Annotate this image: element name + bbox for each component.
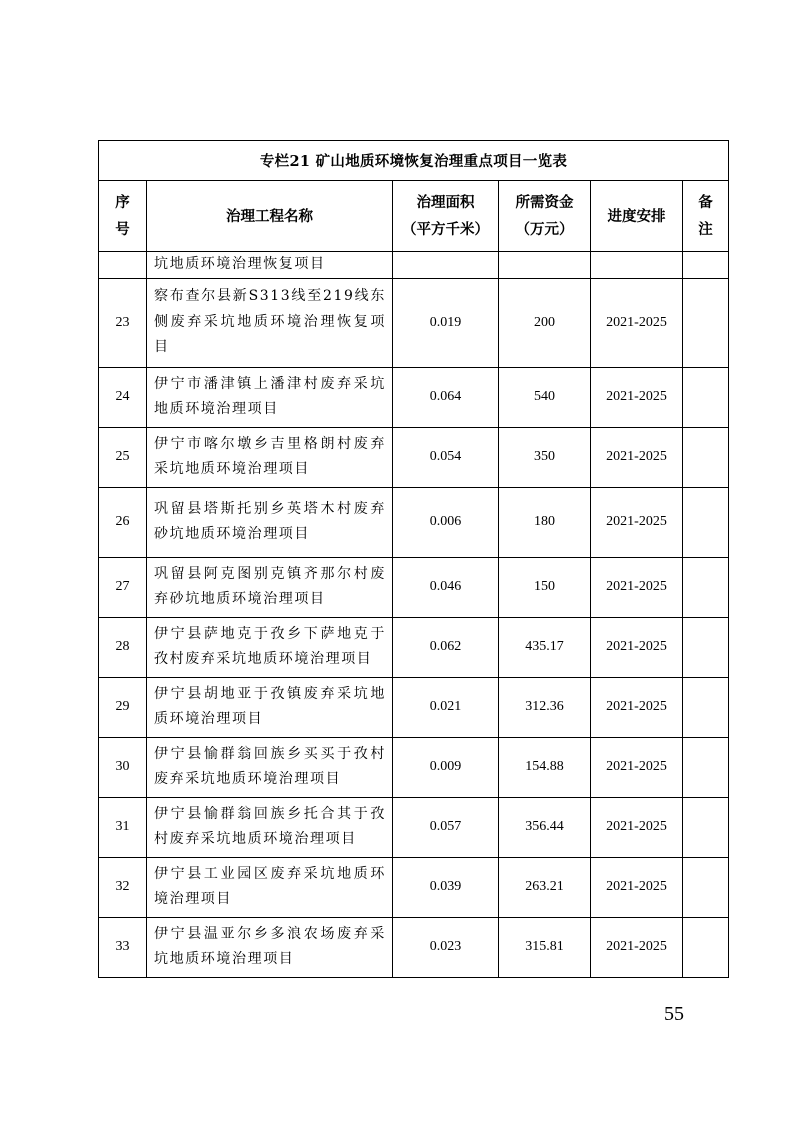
table-row — [99, 557, 729, 617]
row-fund: 180 — [499, 487, 591, 557]
row-area: 0.054 — [393, 427, 499, 487]
table-row — [99, 737, 729, 797]
row-seq: 31 — [99, 797, 147, 857]
row-area: 0.039 — [393, 857, 499, 917]
row-project-name: 巩留县塔斯托别乡英塔木村废弃砂坑地质环境治理项目 — [147, 487, 393, 557]
row-project-name: 伊宁县愉群翁回族乡买买于孜村废弃采坑地质环境治理项目 — [147, 737, 393, 797]
row-project-name: 伊宁县萨地克于孜乡下萨地克于孜村废弃采坑地质环境治理项目 — [147, 617, 393, 677]
row-area: 0.023 — [393, 917, 499, 977]
header-row — [99, 181, 729, 252]
page-number: 55 — [664, 1003, 684, 1025]
row-project-name: 伊宁县胡地亚于孜镇废弃采坑地质环境治理项目 — [147, 677, 393, 737]
header-fund: 所需资金 （万元） — [499, 181, 591, 252]
row-schedule: 2021-2025 — [591, 367, 683, 427]
row-seq: 28 — [99, 617, 147, 677]
row-seq: 26 — [99, 487, 147, 557]
row-remark — [683, 278, 729, 367]
row-project-name: 巩留县阿克图别克镇齐那尔村废弃砂坑地质环境治理项目 — [147, 557, 393, 617]
row-area — [393, 252, 499, 279]
project-table — [98, 140, 729, 978]
row-fund: 150 — [499, 557, 591, 617]
row-seq: 29 — [99, 677, 147, 737]
row-remark — [683, 427, 729, 487]
row-seq: 32 — [99, 857, 147, 917]
row-project-name: 伊宁县工业园区废弃采坑地质环境治理项目 — [147, 857, 393, 917]
row-seq: 30 — [99, 737, 147, 797]
row-project-name: 伊宁市潘津镇上潘津村废弃采坑地质环境治理项目 — [147, 367, 393, 427]
row-seq: 33 — [99, 917, 147, 977]
row-remark — [683, 857, 729, 917]
row-schedule: 2021-2025 — [591, 427, 683, 487]
row-remark — [683, 252, 729, 279]
row-remark — [683, 677, 729, 737]
row-project-name: 伊宁市喀尔墩乡吉里格朗村废弃采坑地质环境治理项目 — [147, 427, 393, 487]
row-seq: 23 — [99, 278, 147, 367]
row-seq: 27 — [99, 557, 147, 617]
row-remark — [683, 737, 729, 797]
table-row — [99, 487, 729, 557]
row-fund: 200 — [499, 278, 591, 367]
row-area: 0.062 — [393, 617, 499, 677]
row-fund: 350 — [499, 427, 591, 487]
row-remark — [683, 917, 729, 977]
row-fund: 315.81 — [499, 917, 591, 977]
table-title: 专栏21 矿山地质环境恢复治理重点项目一览表 — [99, 141, 729, 181]
row-fund: 312.36 — [499, 677, 591, 737]
header-seq: 序 号 — [99, 181, 147, 252]
row-schedule: 2021-2025 — [591, 557, 683, 617]
row-seq — [99, 252, 147, 279]
row-area: 0.021 — [393, 677, 499, 737]
row-seq: 25 — [99, 427, 147, 487]
header-name: 治理工程名称 — [147, 181, 393, 252]
row-schedule: 2021-2025 — [591, 917, 683, 977]
row-schedule: 2021-2025 — [591, 797, 683, 857]
header-area: 治理面积 （平方千米） — [393, 181, 499, 252]
row-fund: 356.44 — [499, 797, 591, 857]
row-area: 0.006 — [393, 487, 499, 557]
table-row — [99, 677, 729, 737]
row-remark — [683, 617, 729, 677]
row-remark — [683, 557, 729, 617]
row-schedule — [591, 252, 683, 279]
row-schedule: 2021-2025 — [591, 857, 683, 917]
row-schedule: 2021-2025 — [591, 487, 683, 557]
row-area: 0.009 — [393, 737, 499, 797]
row-schedule: 2021-2025 — [591, 278, 683, 367]
table-row — [99, 617, 729, 677]
table-row — [99, 367, 729, 427]
row-remark — [683, 367, 729, 427]
table-row — [99, 797, 729, 857]
row-seq: 24 — [99, 367, 147, 427]
table-row — [99, 917, 729, 977]
row-schedule: 2021-2025 — [591, 737, 683, 797]
table-row — [99, 252, 729, 279]
row-area: 0.057 — [393, 797, 499, 857]
row-area: 0.064 — [393, 367, 499, 427]
table-row — [99, 857, 729, 917]
row-project-name: 察布查尔县新S313线至219线东侧废弃采坑地质环境治理恢复项目 — [147, 278, 393, 367]
row-remark — [683, 487, 729, 557]
header-remark: 备 注 — [683, 181, 729, 252]
row-fund: 154.88 — [499, 737, 591, 797]
table-row — [99, 278, 729, 367]
row-area: 0.046 — [393, 557, 499, 617]
row-fund: 435.17 — [499, 617, 591, 677]
row-area: 0.019 — [393, 278, 499, 367]
row-project-name: 伊宁县愉群翁回族乡托合其于孜村废弃采坑地质环境治理项目 — [147, 797, 393, 857]
row-fund — [499, 252, 591, 279]
row-remark — [683, 797, 729, 857]
row-project-name: 坑地质环境治理恢复项目 — [147, 252, 393, 279]
row-fund: 540 — [499, 367, 591, 427]
header-schedule: 进度安排 — [591, 181, 683, 252]
row-schedule: 2021-2025 — [591, 617, 683, 677]
row-fund: 263.21 — [499, 857, 591, 917]
row-schedule: 2021-2025 — [591, 677, 683, 737]
table-row — [99, 427, 729, 487]
row-project-name: 伊宁县温亚尔乡多浪农场废弃采坑地质环境治理项目 — [147, 917, 393, 977]
